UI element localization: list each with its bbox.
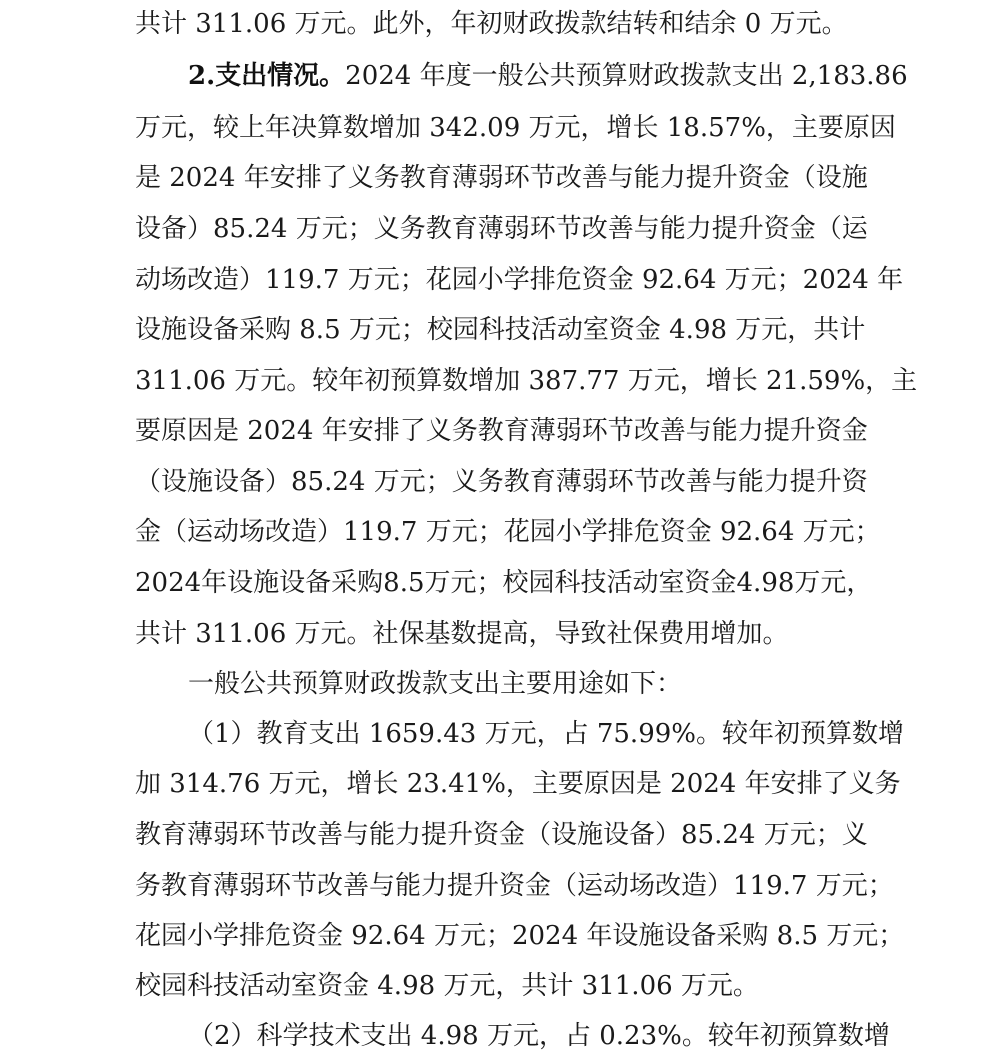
paragraph-line: 加 314.76 万元，增长 23.41%，主要原因是 2024 年安排了义务 [135, 769, 901, 799]
paragraph-line: 动场改造）119.7 万元；花园小学排危资金 92.64 万元；2024 年 [135, 265, 904, 295]
paragraph-line: 2024年设施设备采购8.5万元；校园科技活动室资金4.98万元， [135, 568, 873, 598]
paragraph-line: （设施设备）85.24 万元；义务教育薄弱环节改善与能力提升资 [135, 467, 868, 497]
paragraph-line: 设备）85.24 万元；义务教育薄弱环节改善与能力提升资金（运 [135, 214, 868, 244]
paragraph-line: 教育薄弱环节改善与能力提升资金（设施设备）85.24 万元；义 [135, 820, 868, 850]
paragraph-line: 共计 311.06 万元。此外，年初财政拨款结转和结余 0 万元。 [135, 9, 848, 39]
paragraph-line: 311.06 万元。较年初预算数增加 387.77 万元，增长 21.59%，主 [135, 366, 918, 396]
paragraph-line: 设施设备采购 8.5 万元；校园科技活动室资金 4.98 万元，共计 [135, 315, 866, 345]
paragraph-line: 共计 311.06 万元。社保基数提高，导致社保费用增加。 [135, 619, 789, 649]
paragraph-line: 要原因是 2024 年安排了义务教育薄弱环节改善与能力提升资金 [135, 416, 868, 446]
list-item-line: （1）教育支出 1659.43 万元，占 75.99%。较年初预算数增 [188, 719, 904, 749]
paragraph-line: 花园小学排危资金 92.64 万元；2024 年设施设备采购 8.5 万元； [135, 921, 905, 951]
section-heading-line [188, 56, 908, 96]
paragraph-line: 务教育薄弱环节改善与能力提升资金（运动场改造）119.7 万元； [135, 871, 894, 901]
paragraph-line: 金（运动场改造）119.7 万元；花园小学排危资金 92.64 万元； [135, 517, 881, 547]
paragraph-line: 校园科技活动室资金 4.98 万元，共计 311.06 万元。 [135, 971, 759, 1001]
paragraph-line: 一般公共预算财政拨款支出主要用途如下： [188, 669, 683, 699]
section-lead: 2.支出情况。 [188, 61, 346, 91]
paragraph-line-text: 2024 年度一般公共预算财政拨款支出 2,183.86 [345, 61, 908, 91]
paragraph-line: 万元，较上年决算数增加 342.09 万元，增长 18.57%，主要原因 [135, 113, 896, 143]
paragraph-line: 是 2024 年安排了义务教育薄弱环节改善与能力提升资金（设施 [135, 163, 868, 193]
list-item-line: （2）科学技术支出 4.98 万元，占 0.23%。较年初预算数增 [188, 1021, 890, 1051]
